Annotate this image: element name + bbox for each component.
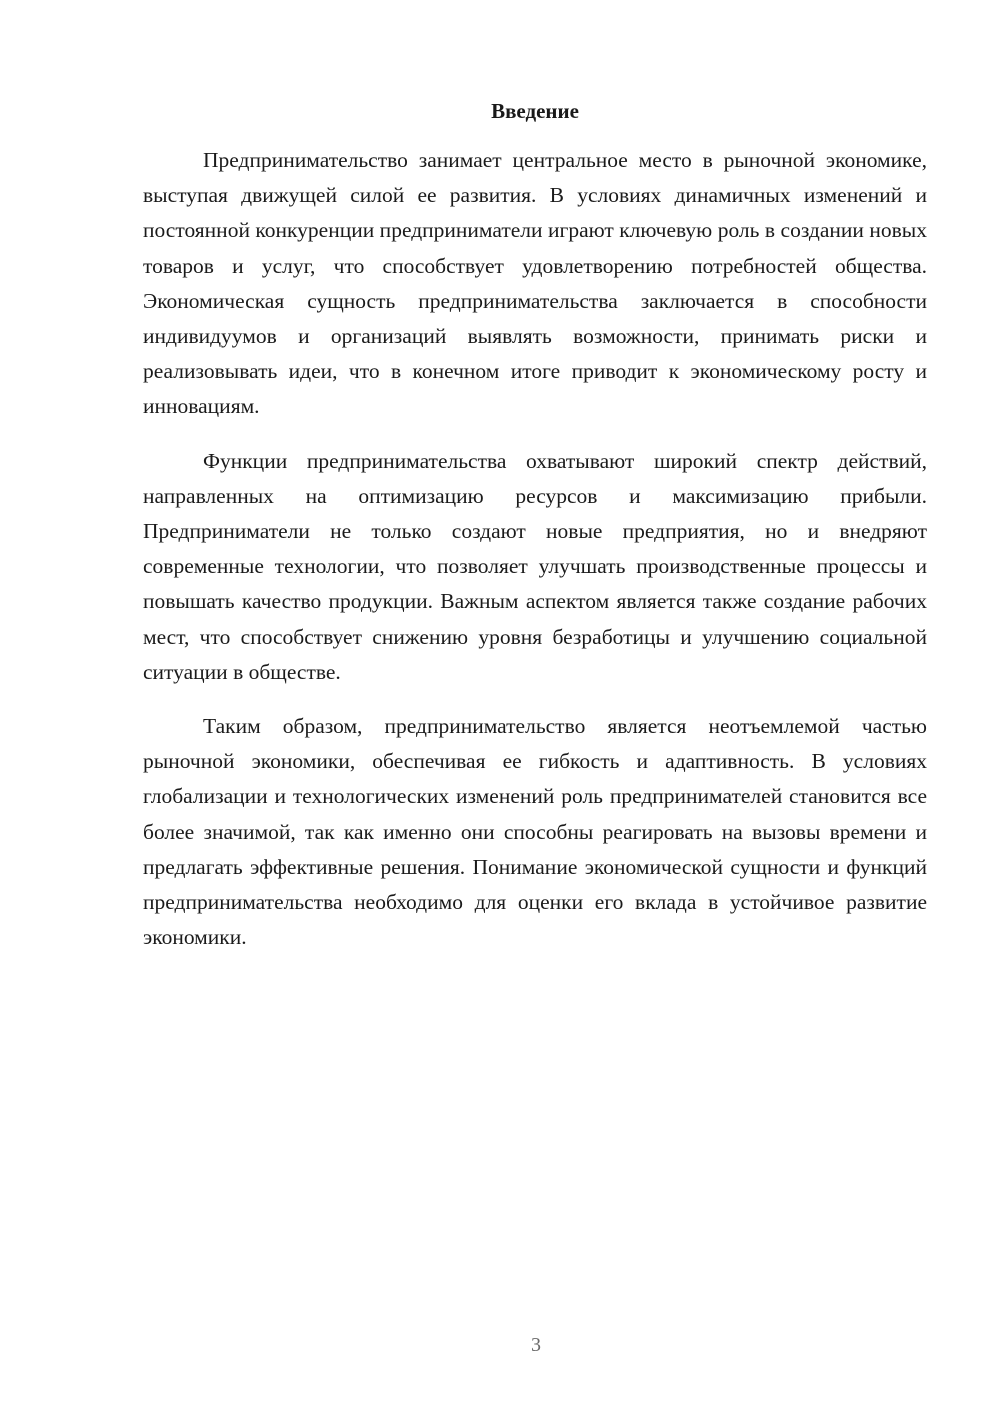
paragraph-3: Таким образом, предпринимательство является неотъемлемой частью рыночной экономики, обеспечивая ее гибкость и адаптивность. В условиях глобализации и технологических изменений роль предпринимателей становится все более значимой, так как именно они способны реагировать на вызовы времени и предлагать эффективные решения. Понимание экономической сущности и функций предпринимательства необходимо для оценки его вклада в устойчивое развитие экономики. <box>143 714 927 950</box>
section-title: Введение <box>491 99 579 123</box>
body-text <box>143 143 927 974</box>
page-number: 3 <box>531 1334 541 1356</box>
paragraph-2: Функции предпринимательства охватывают широкий спектр действий, направленных на оптимизацию ресурсов и максимизацию прибыли. Предприниматели не только создают новые предприятия, но и внедряют современные технологии, что позволяет улучшать производственные процессы и повышать качество продукции. Важным аспектом является также создание рабочих мест, что способствует снижению уровня безработицы и улучшению социальной ситуации в обществе. <box>143 448 927 684</box>
paragraph-1: Предпринимательство занимает центральное место в рыночной экономике, выступая движущей силой ее развития. В условиях динамичных изменений и постоянной конкуренции предприниматели играют ключевую роль в создании новых товаров и услуг, что способствует удовлетворению потребностей общества. Экономическая сущность предпринимательства заключается в способности индивидуумов и организаций выявлять возможности, принимать риски и реализовывать идеи, что в конечном итоге приводит к экономическому росту и инновациям. <box>143 148 927 419</box>
